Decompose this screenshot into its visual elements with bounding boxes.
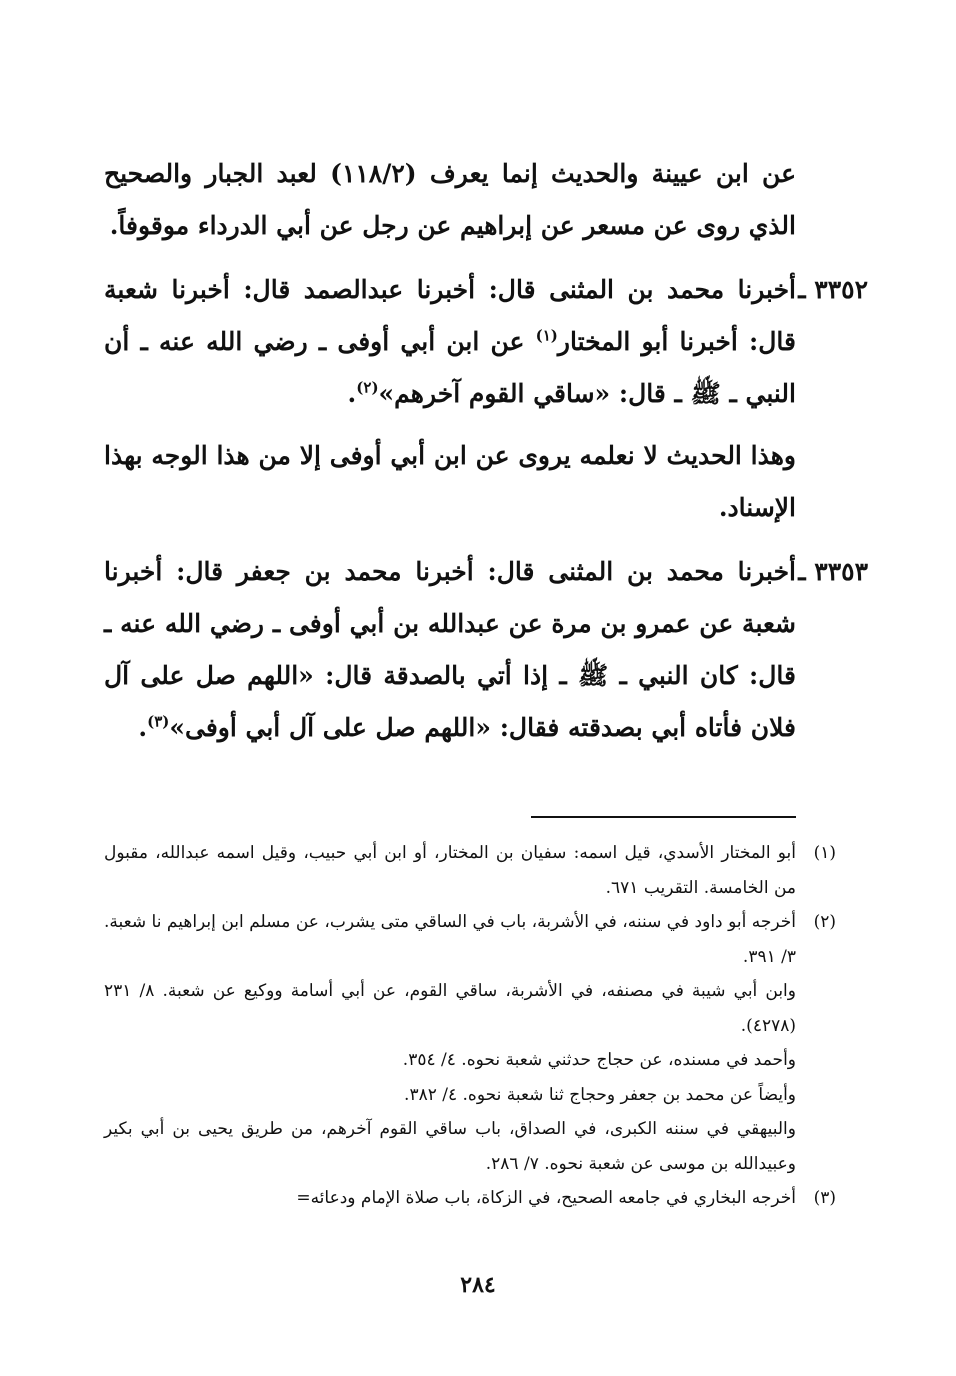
footnote-separator xyxy=(531,816,796,818)
footnote-text: أخرجه البخاري في جامعه الصحيح، في الزكاة، باب صلاة الإمام ودعائه= xyxy=(296,1188,796,1208)
main-text xyxy=(104,148,868,764)
footnote-1 xyxy=(104,836,836,905)
footnote-text: وأيضاً عن محمد بن جعفر وحجاج ثنا شعبة نحوه. ٤/ ٣٨٢. xyxy=(404,1084,796,1105)
hadith-3353 xyxy=(104,546,868,754)
footnote-text: وابن أبي شيبة في مصنفه، في الأشربة، ساقي القوم، عن أبي أسامة ووكيع عن شعبة. ٨/ ٢٣١ (٤٢٧٨). xyxy=(104,981,796,1036)
hadith-3352 xyxy=(104,264,868,420)
hadith-text: أخبرنا محمد بن المثنى قال: أخبرنا محمد بن جعفر قال: أخبرنا شعبة عن عمرو بن مرة عن عبدالله بن أبي أوفى ـ رضي الله عنه ـ قال: كان النبي ـ ﷺ ـ إذا أتي بالصدقة قال: «اللهم صل على آل فلان فأتاه أبي بصدقته فقال: «اللهم صل على آل أبي أوفى» xyxy=(104,557,796,742)
footnote-number: (٣) xyxy=(813,1188,836,1208)
footnote-text: وأحمد في مسنده، عن حجاج حدثني شعبة نحوه. ٤/ ٣٥٤. xyxy=(402,1050,796,1070)
footnote-ref: (٢) xyxy=(356,378,379,397)
hadith-text: . xyxy=(347,379,357,408)
footnotes xyxy=(104,836,836,1216)
page-number: ٢٨٤ xyxy=(460,1272,496,1298)
paragraph-continuation: عن ابن عيينة والحديث إنما يعرف (١١٨/٢) لعبد الجبار والصحيح الذي روى عن مسعر عن إبراهيم عن رجل عن أبي الدرداء موقوفاً. xyxy=(104,159,796,240)
hadith-number: ٣٣٥٣ ـ xyxy=(798,557,868,586)
hadith-text: أخبرنا محمد بن المثنى قال: أخبرنا عبدالصمد قال: أخبرنا شعبة قال: أخبرنا أبو المختار xyxy=(104,275,796,356)
hadith-text: عن ابن أبي أوفى ـ رضي الله عنه ـ أن النبي ـ ﷺ ـ قال: «ساقي القوم آخرهم» xyxy=(104,327,796,408)
hadith-text: . xyxy=(138,713,148,742)
hadith-number: ٣٣٥٢ ـ xyxy=(798,275,868,304)
footnote-text: أبو المختار الأسدي، قيل اسمه: سفيان بن المختار، أو ابن أبي حبيب، وقيل اسمه عبدالله، مقبول من الخامسة. التقريب ٦٧١. xyxy=(104,843,796,898)
footnote-ref: (٣) xyxy=(147,712,170,731)
hadith-comment xyxy=(104,430,796,534)
footnote-number: (٢) xyxy=(813,912,836,932)
footnote-text: والبيهقي في سننه الكبرى، في الصداق، باب ساقي القوم آخرهم، من طريق يحيى بن أبي بكير وعبيدالله بن موسى عن شعبة نحوه. ٧/ ٢٨٦. xyxy=(104,1119,796,1174)
footnote-ref: (١) xyxy=(535,326,558,345)
footnote-number: (١) xyxy=(813,843,836,863)
footnote-2 xyxy=(104,905,836,1181)
footnote-3 xyxy=(104,1181,836,1216)
comment-text: وهذا الحديث لا نعلمه يروى عن ابن أبي أوفى إلا من هذا الوجه بهذا الإسناد. xyxy=(104,441,796,522)
footnote-text: أخرجه أبو داود في سننه، في الأشربة، باب في الساقي متى يشرب، عن مسلم ابن إبراهيم نا شعبة. ٣/ ٣٩١. xyxy=(104,912,796,967)
